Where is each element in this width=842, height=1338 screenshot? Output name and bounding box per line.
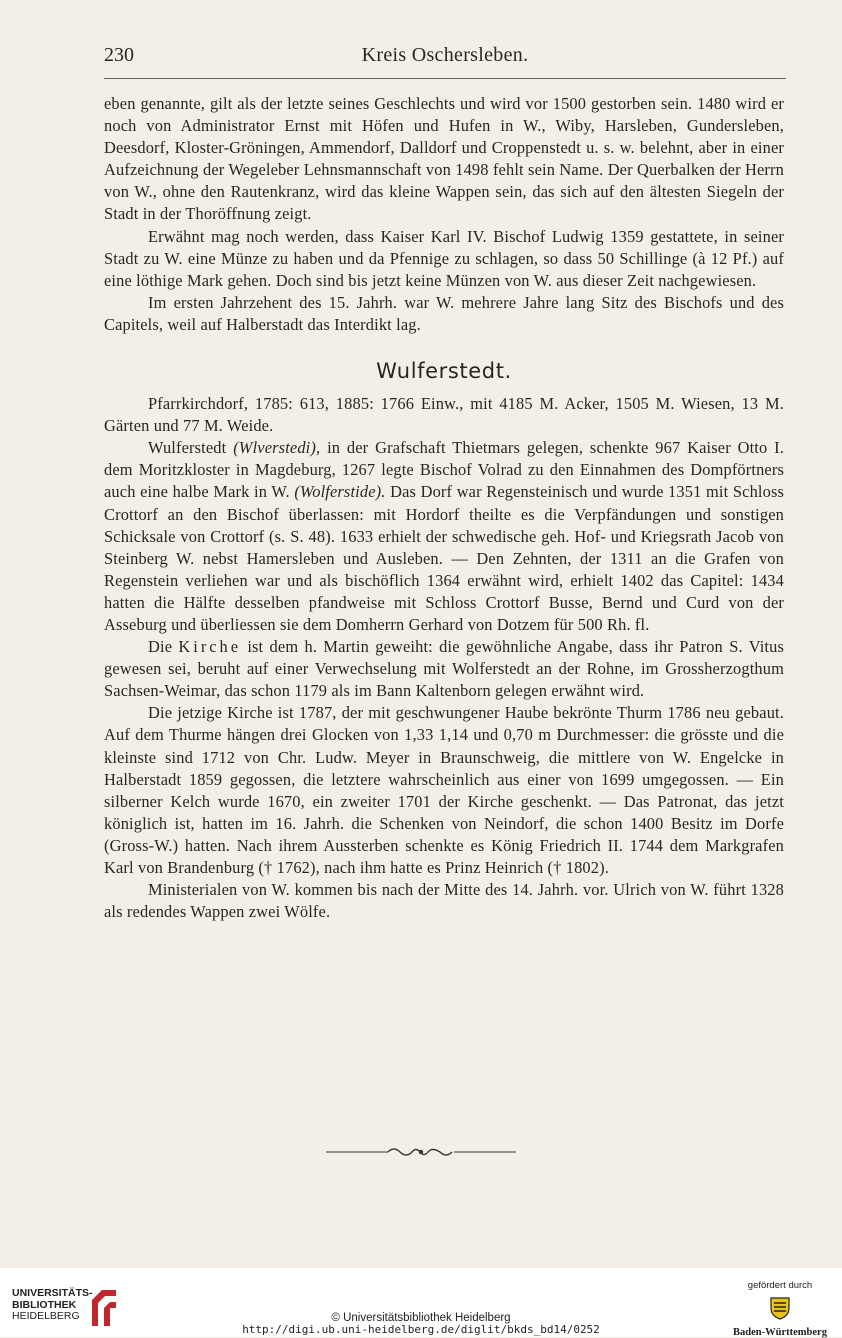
- text-run: ist dem h. Martin geweiht: die gewöhnliche Angabe, dass ihr Patron S. Vitus gewesen sei, beruht auf einer Verwechselung mit Wolferstedt an der Rohne, im Grossherzogthum Sachsen-Weimar, das schon 1179 als im Bann Kaltenborn gelegen erwähnt wird.: [104, 637, 784, 701]
- running-title: Kreis Oschersleben.: [361, 44, 529, 66]
- copyright-text: © Universitätsbibliothek Heidelberg: [331, 1312, 511, 1324]
- paragraph: Erwähnt mag noch werden, dass Kaiser Karl IV. Bischof Ludwig 1359 gestattete, in seiner Stadt zu W. eine Münze zu haben und da Pfennige zu schlagen, so dass 50 Schillinge (à 12 Pf.) auf eine löthige Mark gehen. Doch sind bis jetzt keine Münzen von W. aus dieser Zeit nachgewiesen.: [104, 226, 784, 290]
- footer-credits: [0, 1312, 842, 1336]
- paragraph: Die jetzige Kirche ist 1787, der mit geschwungener Haube bekrönte Thurm 1786 neu gebaut. Auf dem Thurme hängen drei Glocken von 1,33 1,14 und 0,70 m Durchmesser: die grösste und die kleinste sind 1712 von Chr. Ludw. Meyer in Braunschweig, die mittlere von W. Engelcke in Halberstadt 1859 gegossen, die letztere wahrscheinlich aus einer von 1699 umgegossen. — Ein silberner Kelch wurde 1670, ein zweiter 1701 der Kirche geschenkt. — Das Patronat, das jetzt königlich ist, hatten im 16. Jahrh. die Schenken von Neindorf, die schon 1400 Besitz im Dorfe (Gross-W.) hatten. Nach ihrem Aussterben schenkte es König Friedrich II. 1744 dem Markgrafen Karl von Brandenburg († 1762), nach ihm hatte es Prinz Heinrich († 1802).: [104, 703, 784, 877]
- text-run: Das Dorf war Regensteinisch und wurde 1351 mit Schloss Crottorf an den Bischof überlassen: mit Hordorf theilte es die Verpfändungen und sonstigen Schicksale von Crottorf (s. S. 48). 1633 erhielt der schwedische geh. Hof- und Kriegsrath Jacob von Steinberg W. nebst Hamersleben und Ausleben. — Den Zehnten, der 1311 an die Grafen von Regenstein verliehen war und als bischöflich 1364 erwähnt wird, erhielt 1402 das Capitel: 1434 hatten die Hälfte desselben pfandweise mit Schloss Crottorf Busse, Bernd und Curd von der Asseburg und überliessen sie dem Domherrn Gerhard von Dotzem für 500 Rh. fl.: [104, 482, 785, 634]
- running-header: [104, 44, 786, 74]
- library-city: HEIDELBERG: [12, 1310, 80, 1322]
- funder-block[interactable]: [730, 1280, 830, 1338]
- paragraph: [104, 437, 784, 636]
- paragraph: Im ersten Jahrzehent des 15. Jahrh. war W. mehrere Jahre lang Sitz des Bischofs und des Capitels, weil auf Halberstadt das Interdikt lag.: [104, 292, 784, 334]
- state-crest-icon: [768, 1294, 792, 1320]
- paragraph: eben genannte, gilt als der letzte seines Geschlechts und wird vor 1500 gestorben sein. 1480 wird er noch von Administrator Ernst mit Höfen und Hufen in W., Wiby, Harsleben, Gundersleben, Deesdorf, Kloster-Gröningen, Ammendorf, Dalldorf und Croppenstedt u. s. w. belehnt, aber in einer Aufzeichnung der Wegeleber Lehnsmannschaft von 1498 fehlt sein Name. Der Querbalken der Herrn von W., ohne den Rautenkranz, wird das kleine Wappen sein, das sich auf den ältesten Siegeln der Stadt in der Thoröffnung zeigt.: [104, 94, 784, 224]
- paragraph: Ministerialen von W. kommen bis nach der Mitte des 14. Jahrh. vor. Ulrich von W. führt 1328 als redendes Wappen zwei Wölfe.: [104, 880, 784, 922]
- library-name-line: BIBLIOTHEK: [12, 1298, 77, 1311]
- library-name-line: UNIVERSITÄTS-: [12, 1287, 93, 1299]
- page-body: [104, 93, 784, 923]
- paragraph: [104, 636, 784, 702]
- end-ornament: [0, 1145, 842, 1164]
- text-run: in der Grafschaft Thietmars gelegen, schenkte 967 Kaiser Otto I. dem Moritzkloster in Magdeburg, 1267 legte Bischof Volrad zu den Einnahmen des Dompförtners auch eine halbe Mark in W.: [104, 438, 785, 502]
- permalink[interactable]: http://digi.ub.uni-heidelberg.de/diglit/bkds_bd14/0252: [242, 1323, 600, 1336]
- funder-name: Baden-Württemberg: [733, 1327, 827, 1338]
- historic-name: (Wlverstedi),: [233, 438, 321, 458]
- historic-name: (Wolferstide).: [294, 482, 386, 502]
- place-name: Wulferstedt: [148, 438, 227, 458]
- spaced-term: Kirche: [178, 637, 242, 657]
- text-run: Die: [148, 637, 173, 657]
- funded-by-label: gefördert durch: [747, 1280, 813, 1291]
- paragraph: Pfarrkirchdorf, 1785: 613, 1885: 1766 Einw., mit 4185 M. Acker, 1505 M. Wiesen, 13 M. Gärten und 77 M. Weide.: [104, 394, 784, 436]
- header-rule: [104, 78, 786, 79]
- section-heading: Wulferstedt.: [376, 359, 512, 384]
- page-number: 230: [104, 44, 134, 66]
